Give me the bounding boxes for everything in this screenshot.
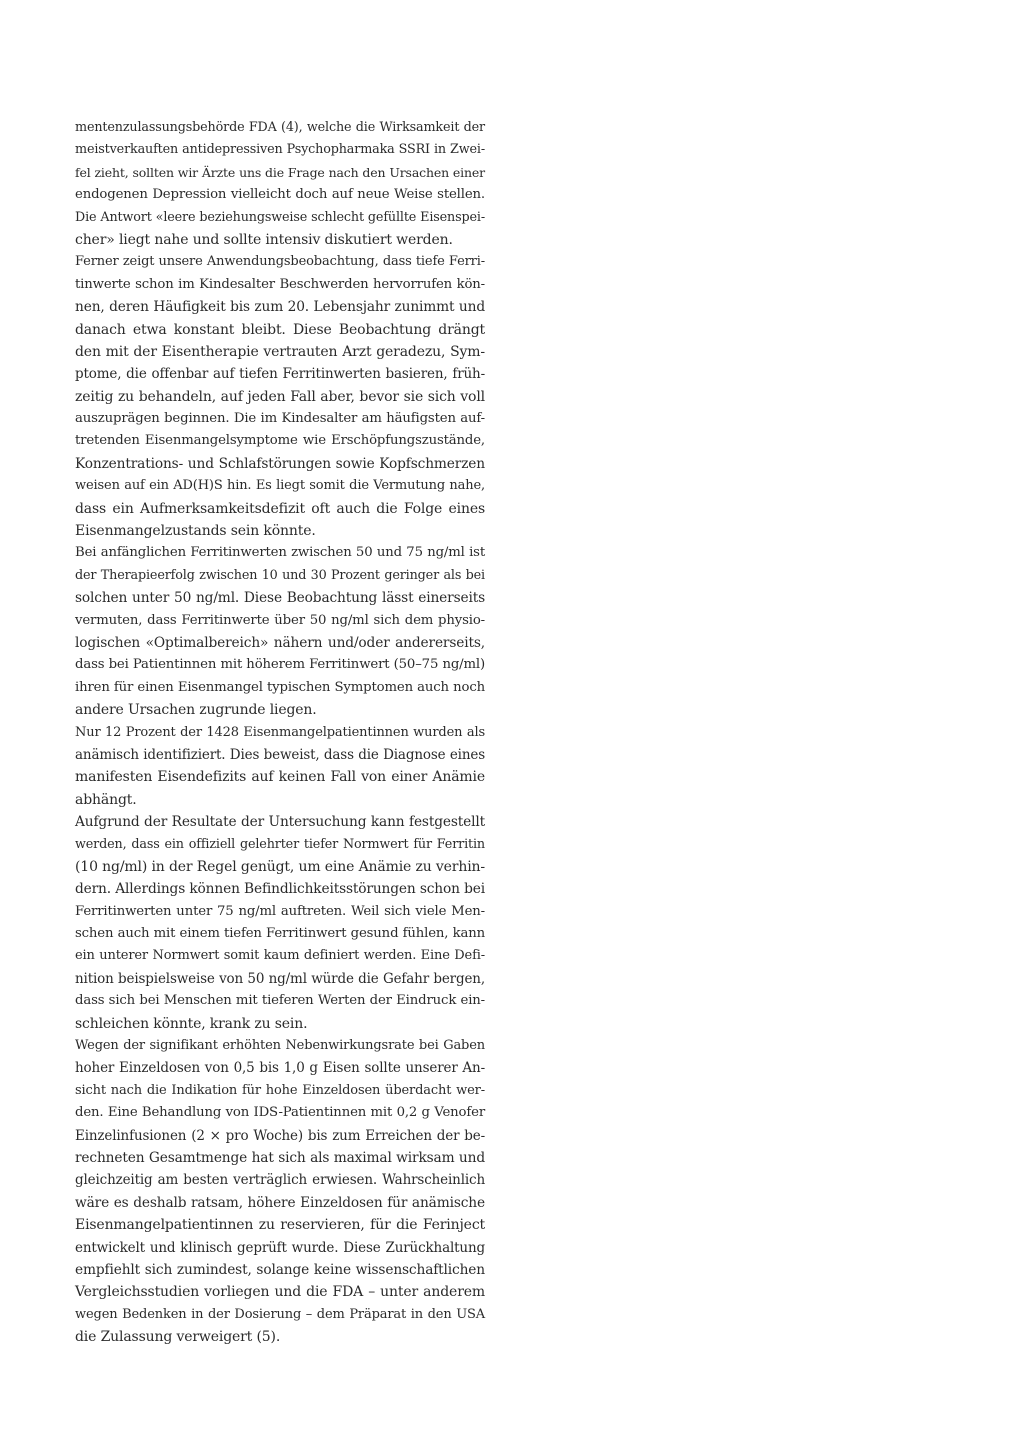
- text-line: rechneten Gesamtmenge hat sich als maximal wirksam und: [75, 1149, 485, 1166]
- text-line: Ferner zeigt unsere Anwendungsbeobachtung, dass tiefe Ferri-: [75, 254, 485, 270]
- text-line: den mit der Eisentherapie vertrauten Arzt geradezu, Sym-: [75, 343, 485, 360]
- text-line: fel zieht, sollten wir Ärzte uns die Frage nach den Ursachen einer: [75, 164, 485, 180]
- paragraph: [75, 542, 485, 721]
- text-line: Ferritinwerten unter 75 ng/ml auftreten. Weil sich viele Men-: [75, 903, 485, 919]
- text-line: meistverkauften antidepressiven Psychopharmaka SSRI in Zwei-: [75, 142, 485, 158]
- text-line: vermuten, dass Ferritinwerte über 50 ng/ml sich dem physio-: [75, 612, 485, 628]
- text-line: sicht nach die Indikation für hohe Einzeldosen überdacht wer-: [75, 1082, 485, 1098]
- text-line: ihren für einen Eisenmangel typischen Symptomen auch noch: [75, 679, 485, 695]
- text-line: entwickelt und klinisch geprüft wurde. Diese Zurückhaltung: [75, 1239, 485, 1256]
- text-line: solchen unter 50 ng/ml. Diese Beobachtung lässt einerseits: [75, 590, 485, 607]
- text-line: dass bei Patientinnen mit höherem Ferritinwert (50–75 ng/ml): [75, 657, 485, 673]
- text-line: hoher Einzeldosen von 0,5 bis 1,0 g Eisen sollte unserer An-: [75, 1060, 485, 1077]
- text-column: [75, 117, 485, 1348]
- text-line: wäre es deshalb ratsam, höhere Einzeldosen für anämische: [75, 1194, 485, 1211]
- paragraph: [75, 1035, 485, 1348]
- text-line: anämisch identifiziert. Dies beweist, dass die Diagnose eines: [75, 746, 485, 763]
- paragraph: [75, 722, 485, 812]
- text-line: Eisenmangelzustands sein könnte.: [75, 523, 316, 540]
- text-line: dass ein Aufmerksamkeitsdefizit oft auch die Folge eines: [75, 500, 485, 517]
- text-line: schleichen könnte, krank zu sein.: [75, 1015, 308, 1032]
- text-line: endogenen Depression vielleicht doch auf neue Weise stellen.: [75, 187, 485, 203]
- paragraph: [75, 811, 485, 1035]
- text-line: den. Eine Behandlung von IDS-Patientinnen mit 0,2 g Venofer: [75, 1105, 485, 1121]
- text-line: ein unterer Normwert somit kaum definiert werden. Eine Defi-: [75, 948, 485, 964]
- text-line: tretenden Eisenmangelsymptome wie Erschöpfungszustände,: [75, 433, 485, 449]
- text-line: zeitig zu behandeln, auf jeden Fall aber, bevor sie sich voll: [75, 388, 485, 405]
- text-line: gleichzeitig am besten verträglich erwiesen. Wahrscheinlich: [75, 1172, 485, 1189]
- text-line: Einzelinfusionen (2 × pro Woche) bis zum Erreichen der be-: [75, 1127, 485, 1144]
- paragraph: [75, 117, 485, 251]
- text-line: (10 ng/ml) in der Regel genügt, um eine Anämie zu verhin-: [75, 858, 485, 875]
- text-line: nen, deren Häufigkeit bis zum 20. Lebensjahr zunimmt und: [75, 299, 485, 316]
- text-line: Vergleichsstudien vorliegen und die FDA – unter anderem: [75, 1284, 485, 1301]
- text-line: empfiehlt sich zumindest, solange keine wissenschaftlichen: [75, 1261, 485, 1278]
- text-line: Nur 12 Prozent der 1428 Eisenmangelpatientinnen wurden als: [75, 724, 485, 740]
- text-line: Die Antwort «leere beziehungsweise schlecht gefüllte Eisenspei-: [75, 209, 485, 225]
- text-line: Aufgrund der Resultate der Untersuchung kann festgestellt: [75, 814, 485, 831]
- text-line: danach etwa konstant bleibt. Diese Beobachtung drängt: [75, 321, 485, 338]
- text-line: Bei anfänglichen Ferritinwerten zwischen 50 und 75 ng/ml ist: [75, 545, 485, 561]
- text-line: der Therapieerfolg zwischen 10 und 30 Prozent geringer als bei: [75, 567, 485, 583]
- text-line: schen auch mit einem tiefen Ferritinwert gesund fühlen, kann: [75, 926, 485, 942]
- text-line: weisen auf ein AD(H)S hin. Es liegt somit die Vermutung nahe,: [75, 478, 485, 494]
- text-line: Konzentrations- und Schlafstörungen sowie Kopfschmerzen: [75, 455, 485, 472]
- text-line: mentenzulassungsbehörde FDA (4), welche die Wirksamkeit der: [75, 120, 485, 135]
- text-line: logischen «Optimalbereich» nähern und/oder andererseits,: [75, 634, 485, 651]
- text-line: dern. Allerdings können Befindlichkeitsstörungen schon bei: [75, 881, 485, 898]
- text-line: manifesten Eisendefizits auf keinen Fall von einer Anämie: [75, 769, 485, 786]
- text-line: dass sich bei Menschen mit tieferen Werten der Eindruck ein-: [75, 993, 485, 1009]
- text-line: auszuprägen beginnen. Die im Kindesalter am häufigsten auf-: [75, 411, 485, 427]
- text-line: wegen Bedenken in der Dosierung – dem Präparat in den USA: [75, 1306, 485, 1322]
- text-line: die Zulassung verweigert (5).: [75, 1329, 281, 1346]
- text-line: Wegen der signifikant erhöhten Nebenwirkungsrate bei Gaben: [75, 1038, 485, 1054]
- text-line: tinwerte schon im Kindesalter Beschwerden hervorrufen kön-: [75, 276, 485, 292]
- text-line: werden, dass ein offiziell gelehrter tiefer Normwert für Ferritin: [75, 836, 485, 852]
- text-line: ptome, die offenbar auf tiefen Ferritinwerten basieren, früh-: [75, 366, 485, 383]
- text-line: Eisenmangelpatientinnen zu reservieren, für die Ferinject: [75, 1217, 485, 1234]
- paragraph: [75, 251, 485, 542]
- text-line: nition beispielsweise von 50 ng/ml würde die Gefahr bergen,: [75, 970, 485, 987]
- text-line: abhängt.: [75, 791, 137, 808]
- text-line: andere Ursachen zugrunde liegen.: [75, 702, 317, 719]
- text-line: cher» liegt nahe und sollte intensiv diskutiert werden.: [75, 231, 453, 248]
